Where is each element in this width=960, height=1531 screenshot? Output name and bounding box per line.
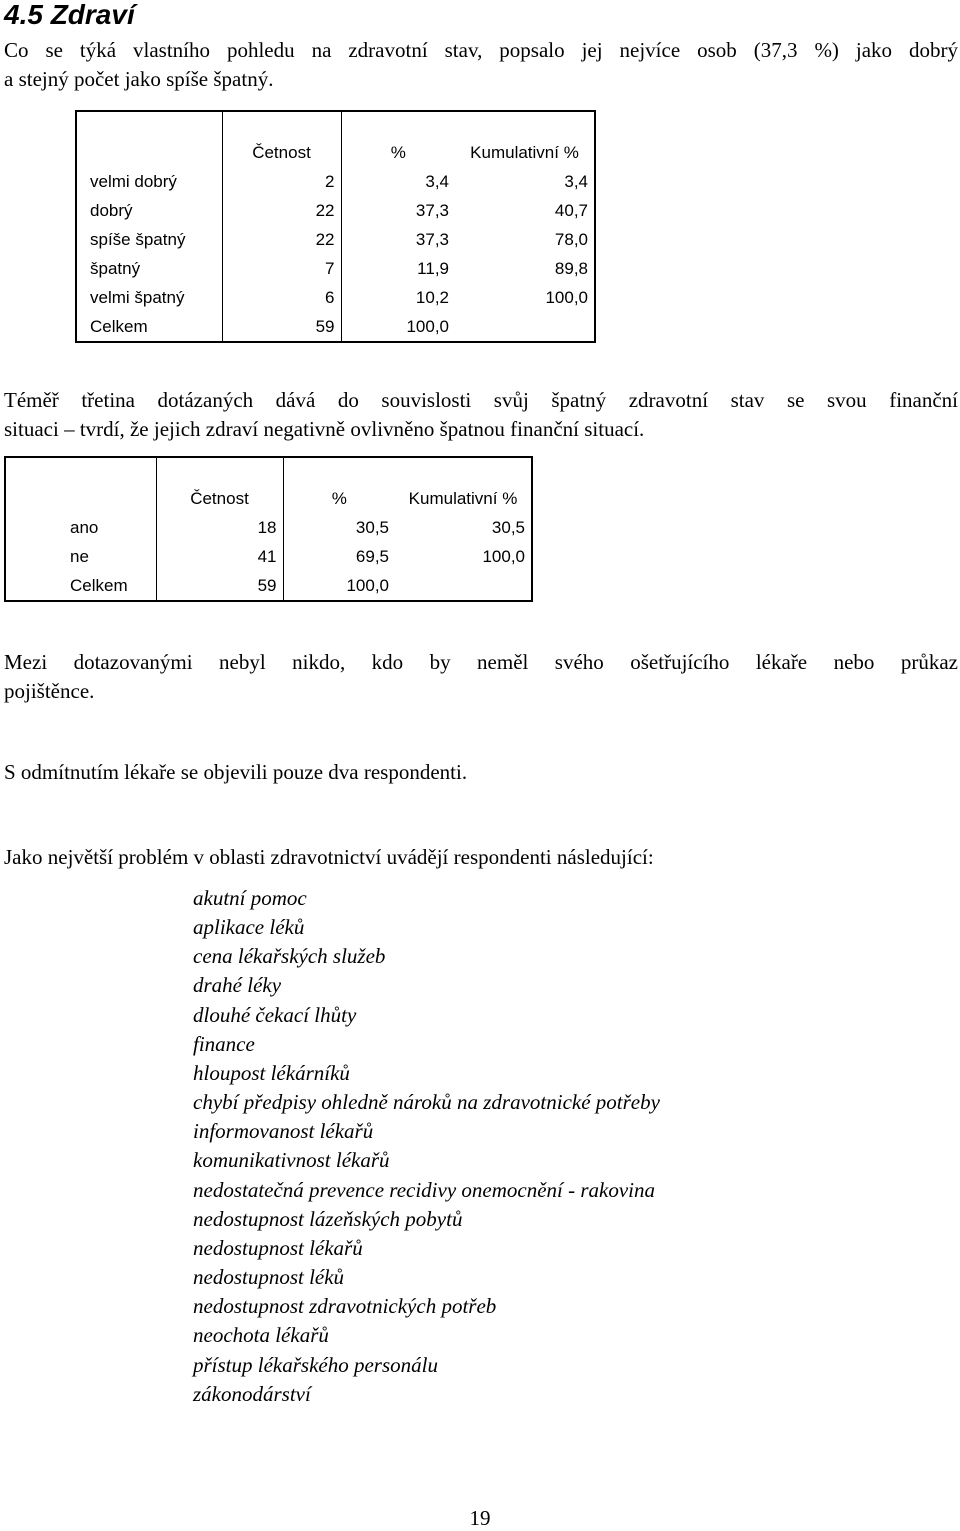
row-label: špatný <box>90 259 141 278</box>
list-item: nedostatečná prevence recidivy onemocnění - rakovina <box>193 1177 655 1202</box>
column-header: Četnost <box>156 457 283 513</box>
list-item: neochota lékařů <box>193 1323 329 1348</box>
problems-intro-paragraph: Jako největší problém v oblasti zdravotnictví uvádějí respondenti následující: <box>4 845 654 869</box>
table-row <box>76 196 595 225</box>
cumulative-cell: 40,7 <box>554 201 588 220</box>
list-item: chybí předpisy ohledně nároků na zdravotnické potřeby <box>193 1090 660 1115</box>
cumulative-cell: 30,5 <box>491 518 525 537</box>
cumulative-cell: 100,0 <box>482 547 525 566</box>
list-item: nedostupnost lázeňských pobytů <box>193 1206 463 1231</box>
list-item: hloupost lékárníků <box>193 1060 350 1085</box>
table-header-row <box>76 111 595 167</box>
column-header: Četnost <box>222 111 341 167</box>
list-item: cena lékařských služeb <box>193 944 386 969</box>
count-cell: 22 <box>222 225 341 254</box>
list-item: dlouhé čekací lhůty <box>193 1002 357 1027</box>
percent-cell: 3,4 <box>341 167 455 196</box>
cumulative-cell: 78,0 <box>554 230 588 249</box>
table-row <box>76 167 595 196</box>
percent-cell: 37,3 <box>341 225 455 254</box>
doctor-line-1: Mezi dotazovanými nebyl nikdo, kdo by neměl svého ošetřujícího lékaře nebo průkaz <box>4 650 958 674</box>
row-label: ano <box>70 518 99 537</box>
percent-cell: 100,0 <box>341 312 455 342</box>
list-item: nedostupnost léků <box>193 1265 345 1290</box>
table-total-row <box>76 312 595 342</box>
list-item: přístup lékařského personálu <box>193 1352 438 1377</box>
column-header: Kumulativní % <box>408 489 518 508</box>
page-number: 19 <box>469 1506 491 1530</box>
column-header: % <box>341 111 455 167</box>
problems-list <box>193 884 660 1409</box>
count-cell: 2 <box>222 167 341 196</box>
row-label: velmi špatný <box>90 288 185 307</box>
count-cell: 59 <box>156 571 283 601</box>
doctor-line-2: pojištěnce. <box>4 679 95 703</box>
percent-cell: 37,3 <box>341 196 455 225</box>
list-item: aplikace léků <box>193 915 305 940</box>
cumulative-cell <box>455 312 595 342</box>
row-label: dobrý <box>90 201 133 220</box>
finance-line-2: situaci – tvrdí, že jejich zdraví negativně ovlivněno špatnou finanční situací. <box>4 417 645 441</box>
cumulative-cell: 89,8 <box>554 259 588 278</box>
column-header: % <box>283 457 395 513</box>
table-row <box>76 283 595 312</box>
list-item: informovanost lékařů <box>193 1119 374 1144</box>
table-row <box>5 513 532 542</box>
list-item: komunikativnost lékařů <box>193 1148 390 1173</box>
finance-paragraph <box>4 386 958 444</box>
row-label: Celkem <box>70 576 128 595</box>
table-row <box>76 225 595 254</box>
count-cell: 18 <box>156 513 283 542</box>
finance-line-1: Téměř třetina dotázaných dává do souvislosti svůj špatný zdravotní stav se svou finanční <box>4 388 958 412</box>
list-item: finance <box>193 1031 255 1056</box>
health-self-assessment-table <box>75 110 596 343</box>
intro-paragraph <box>4 36 958 94</box>
list-item: zákonodárství <box>193 1381 311 1406</box>
percent-cell: 11,9 <box>341 254 455 283</box>
row-label: velmi dobrý <box>90 172 177 191</box>
count-cell: 59 <box>222 312 341 342</box>
table-corner-cell <box>76 111 222 167</box>
percent-cell: 69,5 <box>283 542 395 571</box>
percent-cell: 30,5 <box>283 513 395 542</box>
count-cell: 7 <box>222 254 341 283</box>
cumulative-cell <box>395 571 532 601</box>
finance-impact-table <box>4 456 533 602</box>
row-label: Celkem <box>90 317 148 336</box>
cumulative-cell: 3,4 <box>564 172 588 191</box>
table-total-row <box>5 571 532 601</box>
section-heading: 4.5 Zdraví <box>4 0 135 30</box>
refusal-paragraph: S odmítnutím lékaře se objevili pouze dva respondenti. <box>4 760 468 784</box>
count-cell: 22 <box>222 196 341 225</box>
percent-cell: 10,2 <box>341 283 455 312</box>
list-item: drahé léky <box>193 973 282 998</box>
table-row <box>76 254 595 283</box>
row-label: spíše špatný <box>90 230 186 249</box>
list-item: akutní pomoc <box>193 886 307 910</box>
table-row <box>5 542 532 571</box>
list-item: nedostupnost zdravotnických potřeb <box>193 1294 497 1319</box>
intro-line-2: a stejný počet jako spíše špatný. <box>4 67 274 91</box>
count-cell: 41 <box>156 542 283 571</box>
doctor-paragraph <box>4 648 958 706</box>
count-cell: 6 <box>222 283 341 312</box>
row-label: ne <box>70 547 89 566</box>
table-header-row <box>5 457 532 513</box>
intro-line-1: Co se týká vlastního pohledu na zdravotní stav, popsalo jej nejvíce osob (37,3 %) jako dobrý <box>4 38 958 62</box>
column-header: Kumulativní % <box>470 143 579 162</box>
cumulative-cell: 100,0 <box>545 288 588 307</box>
table-corner-cell <box>5 457 156 513</box>
list-item: nedostupnost lékařů <box>193 1235 363 1260</box>
percent-cell: 100,0 <box>283 571 395 601</box>
